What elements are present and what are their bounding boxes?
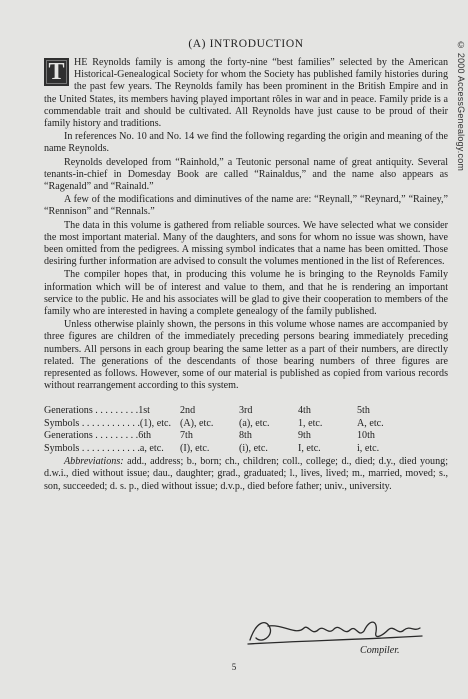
paragraph-intro-text: HE Reynolds family is among the forty-nine “best families” selected by the American Historical-Genealogical Society for whom the Society has published family histories during the past few years. The Reynolds family has been prominent in the British Empire and in the United States, its members having played important rôles in war and in peace. Family pride is a commendable trait and should be cultivated. All Reynolds have just cause to be proud of their family history and traditions. (44, 57, 448, 130)
generation-symbol-table (44, 405, 416, 455)
abbreviations-lead: Abbreviations: (64, 456, 124, 468)
paragraph-references: In references No. 10 and No. 14 we find the following regarding the origin and meaning of the name Reynolds. (44, 131, 448, 155)
table-row: Symbols . . . . . . . . . . . .a, etc. (I), etc. (i), etc. I, etc. i, etc. (44, 442, 380, 454)
abbreviations-text: add., address; b., born; ch., children; coll., college; d., died; d.y., died young; d.w.i., died without issue; dau., daughter; grad., graduated; l., lives, lived; m., married, moved; s., son, succeeded; d. s. p., died without issue; d.v.p., died before father; univ., university. (44, 456, 448, 492)
compiler-label: Compiler. (360, 645, 400, 656)
abbreviations-paragraph (44, 456, 448, 493)
table-row: Symbols . . . . . . . . . . . .(1), etc. (A), etc. (a), etc. 1, etc. A, etc. (44, 417, 384, 429)
page-content (44, 38, 448, 493)
copyright-watermark: © 2000 AccessGenealogy.com (456, 40, 466, 172)
paragraph-modifications: A few of the modifications and diminutives of the name are: “Reynall,” “Reynard,” “Rainey,” “Rennison” and “Rennals.” (44, 194, 448, 218)
paragraph-origin: Reynolds developed from “Rainhold,” a Teutonic personal name of great antiquity. Several tenants-in-chief in Domesday Book are called “Rainaldus,” and the name also appears as “Ragenald” and “Rainald.” (44, 156, 448, 193)
table-row: Generations . . . . . . . . .6th 7th 8th 9th 10th (44, 430, 375, 442)
table-row: Generations . . . . . . . . .1st 2nd 3rd 4th 5th (44, 405, 370, 417)
paragraph-data-sources: The data in this volume is gathered from reliable sources. We have selected what we consider the most important material. Many of the daughters, and sons for whom no issue was shown, have been omitted from the pedigrees. A missing symbol indicates that a name has been omitted. Those desiring further information are advised to consult the volumes mentioned in the list of References. (44, 219, 448, 268)
page-number: 5 (231, 662, 237, 672)
paragraph-intro (44, 57, 448, 130)
paragraph-numbering-system: Unless otherwise plainly shown, the persons in this volume whose names are accompanied by three figures are children of the immediately preceding persons bearing immediately preceding numbers. All persons in each group bearing the same letter as a part of their numbers, are directly related. The generations of the descendants of those bearing numbers of three figures are represented as follows. However, some of our material is published as copied from various records without rearrangement according to this system. (44, 319, 448, 392)
handwritten-signature (244, 614, 424, 648)
section-heading: (A) INTRODUCTION (188, 38, 304, 50)
paragraph-compiler-hopes: The compiler hopes that, in producing this volume he is bringing to the Reynolds Family information which will be of interest and value to them, and that he is rendering an important service to the public. He and his associates will be glad to give their cooperation to members of the family who are interested in having a complete genealogy of the family published. (44, 269, 448, 318)
dropcap-letter: T (44, 58, 69, 86)
